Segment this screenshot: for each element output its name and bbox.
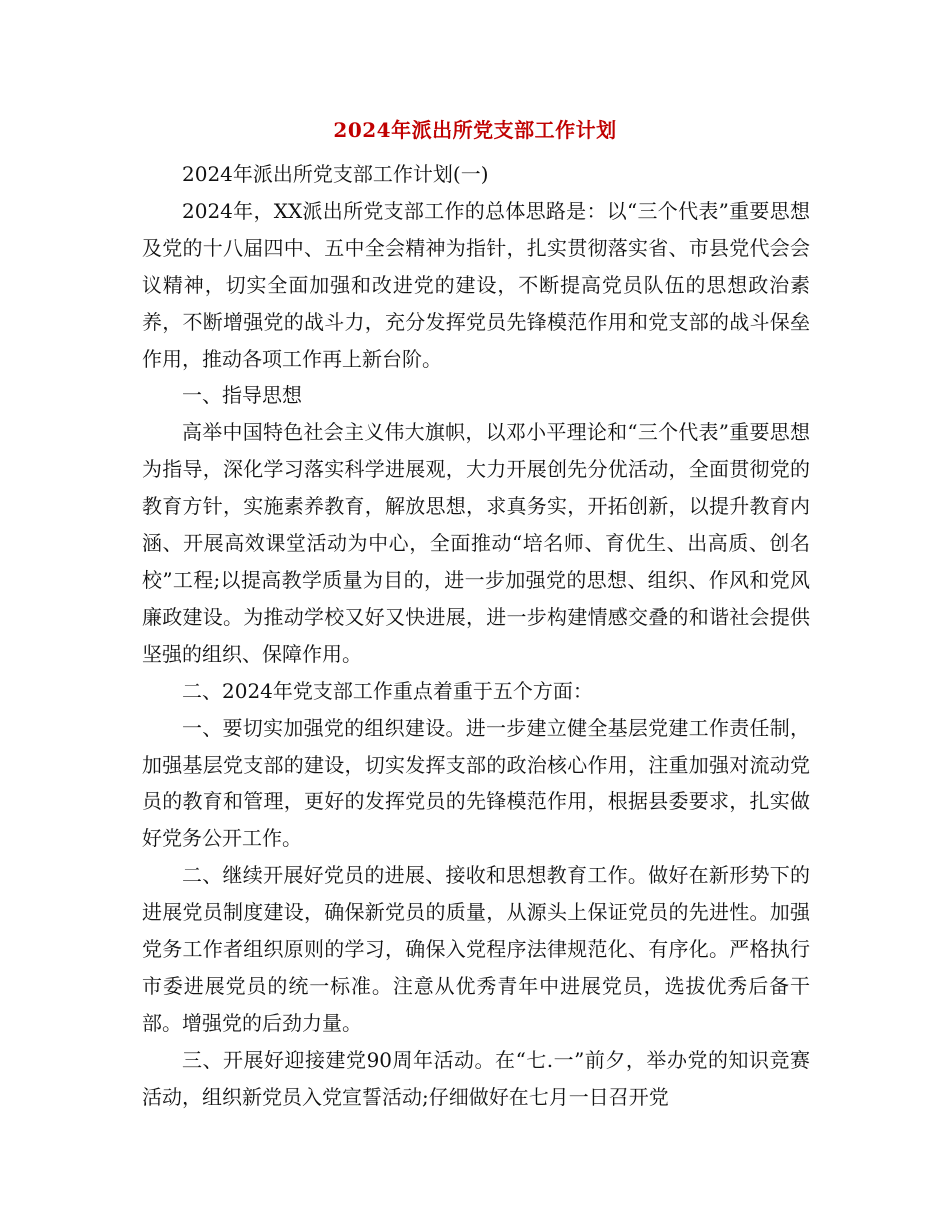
paragraph-focus-three: 三、开展好迎接建党90周年活动。在“七.一”前夕，举办党的知识竞赛活动，组织新党员入党宣誓活动;仔细做好在七月一日召开党	[142, 1047, 810, 1109]
heading-work-focus: 二、2024年党支部工作重点着重于五个方面：	[182, 678, 593, 703]
paragraph-subtitle: 2024年派出所党支部工作计划(一)	[182, 162, 489, 186]
heading-guiding-thought: 一、指导思想	[182, 383, 302, 408]
paragraph-focus-one: 一、要切实加强党的组织建设。进一步建立健全基层党建工作责任制，加强基层党支部的建设，切实发挥支部的政治核心作用，注重加强对流动党员的教育和管理，更好的发挥党员的先锋模范作用，根据县委要求，扎实做好党务公开工作。	[142, 715, 810, 851]
document-body	[142, 156, 810, 1116]
paragraph-guiding-thought: 高举中国特色社会主义伟大旗帜，以邓小平理论和“三个代表”重要思想为指导，深化学习落实科学进展观，大力开展创先分优活动，全面贯彻党的教育方针，实施素养教育，解放思想，求真务实，开拓创新，以提升教育内涵、开展高效课堂活动为中心，全面推动“培名师、育优生、出高质、创名校”工程;以提高教学质量为目的，进一步加强党的思想、组织、作风和党风廉政建设。为推动学校又好又快进展，进一步构建情感交叠的和谐社会提供坚强的组织、保障作用。	[142, 420, 810, 666]
paragraph-focus-two: 二、继续开展好党员的进展、接收和思想教育工作。做好在新形势下的进展党员制度建设，确保新党员的质量，从源头上保证党员的先进性。加强党务工作者组织原则的学习，确保入党程序法律规范化、有序化。严格执行市委进展党员的统一标准。注意从优秀青年中进展党员，选拔优秀后备干部。增强党的后劲力量。	[142, 863, 810, 1035]
paragraph-overview: 2024年，XX派出所党支部工作的总体思路是：以“三个代表”重要思想及党的十八届四中、五中全会精神为指针，扎实贯彻落实省、市县党代会会议精神，切实全面加强和改进党的建设，不断提高党员队伍的思想政治素养，不断增强党的战斗力，充分发挥党员先锋模范作用和党支部的战斗保垒作用，推动各项工作再上新台阶。	[142, 198, 810, 371]
document-title: 2024年派出所党支部工作计划	[333, 118, 617, 142]
